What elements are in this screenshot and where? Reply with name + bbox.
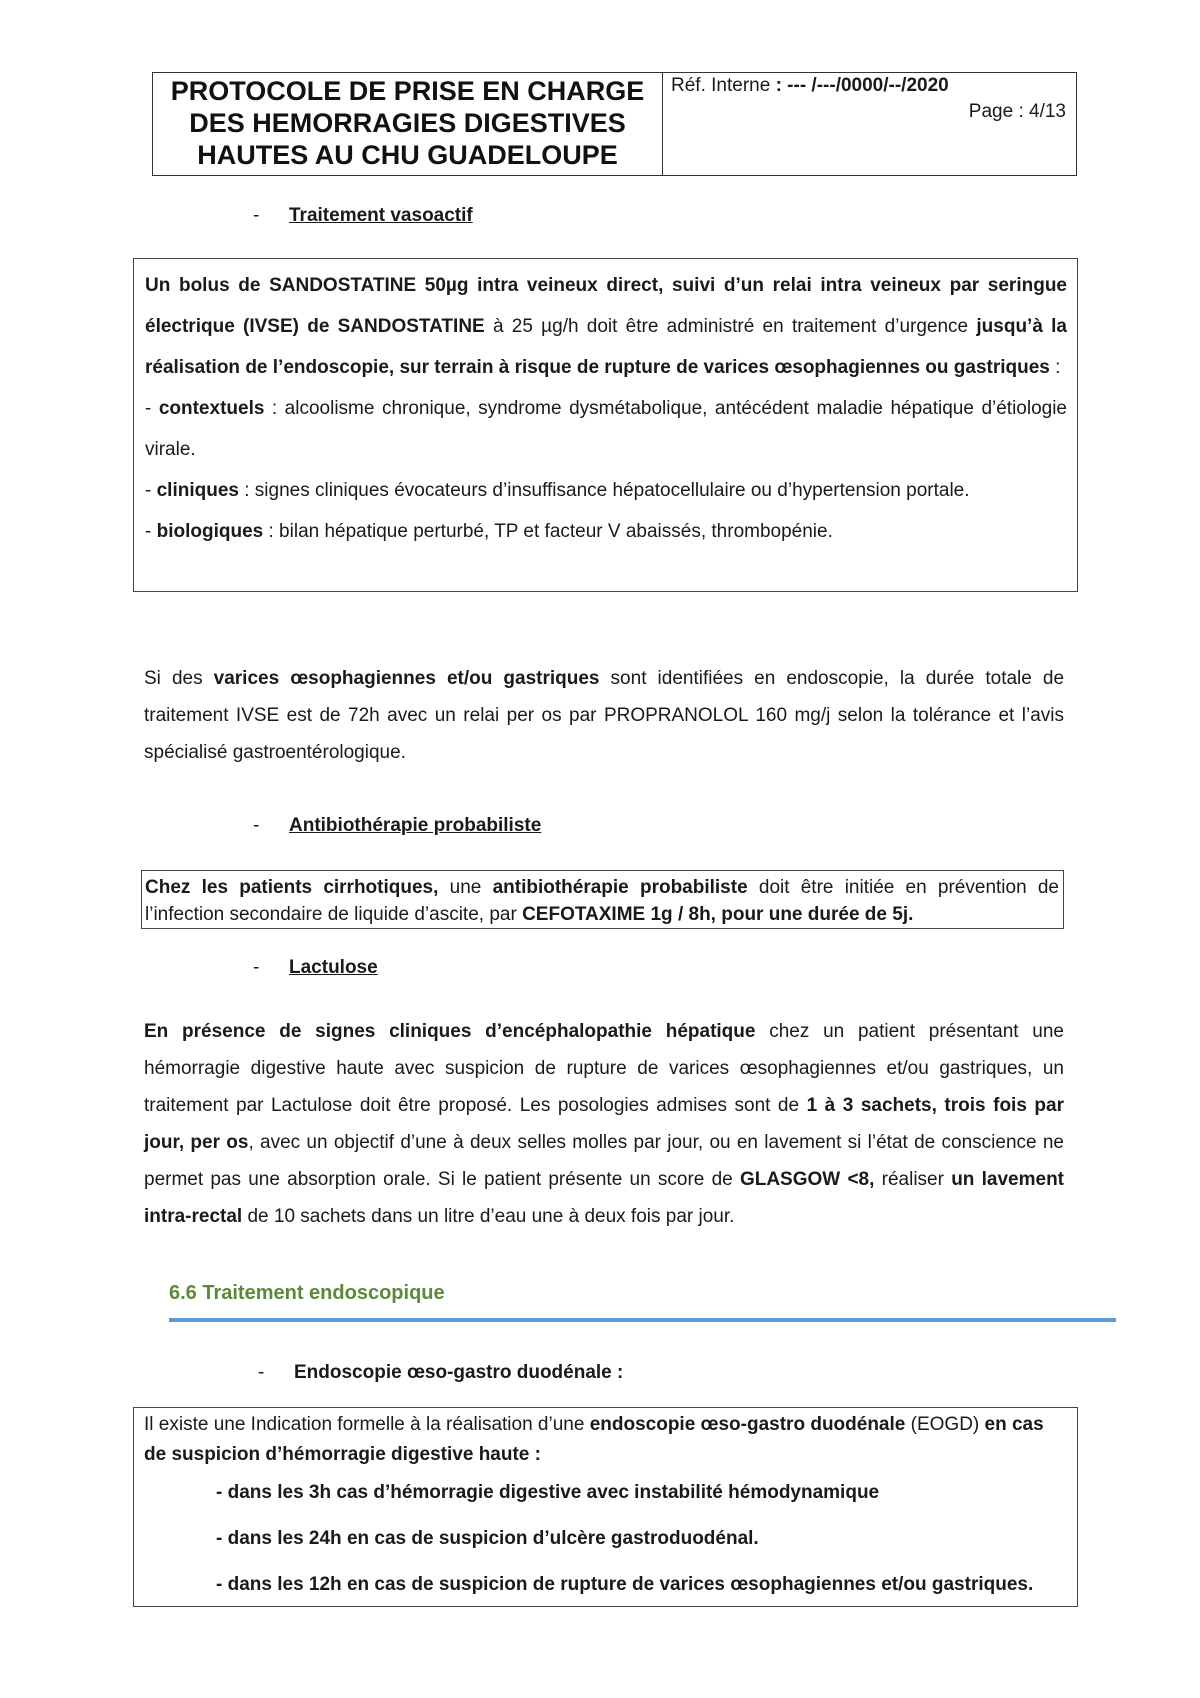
heading-text: Traitement vasoactif: [289, 205, 473, 226]
text-bold: endoscopie œso-gastro duodénale: [589, 1414, 906, 1435]
bullet-dash: -: [253, 815, 260, 836]
text: Si des: [144, 668, 214, 689]
text: (EOGD): [905, 1414, 985, 1435]
bullet-dash: -: [258, 1362, 265, 1383]
heading-traitement-vasoactif: [253, 205, 473, 227]
heading-text: Antibiothérapie probabiliste: [289, 815, 542, 836]
title-line: DES HEMORRAGIES DIGESTIVES: [189, 108, 626, 138]
vasoactif-paragraph: [145, 265, 1067, 388]
internal-reference: [671, 75, 949, 97]
text-bold: contextuels: [158, 398, 265, 419]
text: : alcoolisme chronique, syndrome dysmétabolique, antécédent maladie hépatique d’étiologie virale.: [145, 398, 1068, 460]
varices-paragraph: [144, 660, 1064, 771]
endoscopie-intro: [144, 1410, 1067, 1470]
text-bold: En présence de signes cliniques d’encéphalopathie hépatique: [144, 1021, 756, 1042]
text-bold: CEFOTAXIME 1g / 8h, pour une durée de 5j.: [522, 904, 914, 925]
text-bold: biologiques: [156, 521, 264, 542]
ref-value: : --- /---/0000/--/2020: [775, 75, 949, 96]
criteria-biologiques: [145, 511, 1067, 552]
heading-antibiotherapie: [253, 815, 541, 837]
title-line: HAUTES AU CHU GUADELOUPE: [197, 140, 618, 170]
text-bold: 1 à 3 sachets, trois fois par jour, per os: [144, 1095, 1064, 1153]
document-title: [153, 73, 663, 175]
ref-label: Réf. Interne: [671, 75, 776, 96]
document-header: [152, 72, 1077, 176]
text-bold: cliniques: [156, 480, 239, 501]
text: sont identifiées en endoscopie, la durée totale de traitement IVSE est de 72h avec un relai per os par PROPRANOLOL 160 mg/j selon la tolérance et l’avis spécialisé gastroentérologique.: [144, 668, 1065, 763]
list-item: - dans les 3h cas d’hémorragie digestive avec instabilité hémodynamique: [216, 1482, 880, 1503]
title-line: PROTOCOLE DE PRISE EN CHARGE: [170, 76, 645, 106]
endoscopie-box: [133, 1407, 1078, 1607]
section-title-6-6: 6.6 Traitement endoscopique: [169, 1282, 445, 1304]
text-bold: Chez les patients cirrhotiques,: [145, 877, 439, 898]
criteria-cliniques: [145, 470, 1067, 511]
text: , avec un objectif d’une à deux selles molles par jour, ou en lavement si l’état de conscience ne permet pas une absorption orale. Si le patient présente un score de: [144, 1132, 1064, 1190]
text: doit être initiée en prévention de l’infection secondaire de liquide d’ascite, par: [145, 877, 1059, 925]
heading-text: Lactulose: [289, 957, 378, 978]
text-bold: antibiothérapie probabiliste: [492, 877, 748, 898]
heading-lactulose: [253, 957, 378, 979]
text: : bilan hépatique perturbé, TP et facteur V abaissés, thrombopénie.: [263, 521, 833, 542]
text-bold: un lavement intra-rectal: [144, 1169, 1065, 1227]
text: réaliser: [874, 1169, 952, 1190]
text: à 25 µg/h doit être administré en traitement d’urgence: [484, 316, 977, 337]
criteria-contextuels: [145, 388, 1067, 470]
text-bold: Un bolus de SANDOSTATINE 50µg intra veineux direct, suivi d’un relai intra veineux par seringue électrique (IVSE) de SANDOSTATINE: [145, 275, 1067, 337]
text-bold: GLASGOW <8,: [739, 1169, 875, 1190]
list-item: - dans les 12h en cas de suspicion de rupture de varices œsophagiennes et/ou gastriques.: [216, 1574, 1034, 1595]
list-item: - dans les 24h en cas de suspicion d’ulcère gastroduodénal.: [216, 1528, 759, 1549]
bullet-dash: -: [253, 957, 260, 978]
text: Il existe une Indication formelle à la réalisation d’une: [144, 1414, 590, 1435]
text: -: [145, 480, 157, 501]
text-bold: varices œsophagiennes et/ou gastriques: [213, 668, 600, 689]
text: chez un patient présentant une hémorragie digestive haute avec suspicion de rupture de varices œsophagiennes et/ou gastriques, un traitement par Lactulose doit être proposé. Les posologies admises sont de: [144, 1021, 1064, 1116]
antibiotherapie-box: [141, 870, 1064, 929]
text-bold: en cas de suspicion d’hémorragie digestive haute :: [144, 1414, 1044, 1465]
text: :: [1049, 357, 1061, 378]
heading-text: Endoscopie œso-gastro duodénale :: [294, 1362, 624, 1383]
text: de 10 sachets dans un litre d’eau une à deux fois par jour.: [242, 1206, 735, 1227]
text-bold: jusqu’à la réalisation de l’endoscopie, sur terrain à risque de rupture de varices œsophagiennes ou gastriques: [145, 316, 1067, 378]
bullet-dash: -: [253, 205, 260, 226]
text: une: [438, 877, 493, 898]
vasoactif-box: [133, 258, 1078, 592]
page-number: Page : 4/13: [968, 101, 1066, 122]
heading-endoscopie: [258, 1362, 623, 1384]
text: -: [145, 521, 157, 542]
text: -: [145, 398, 159, 419]
section-rule: [169, 1318, 1116, 1322]
lactulose-paragraph: [144, 1013, 1064, 1235]
text: : signes cliniques évocateurs d’insuffisance hépatocellulaire ou d’hypertension portale.: [238, 480, 970, 501]
